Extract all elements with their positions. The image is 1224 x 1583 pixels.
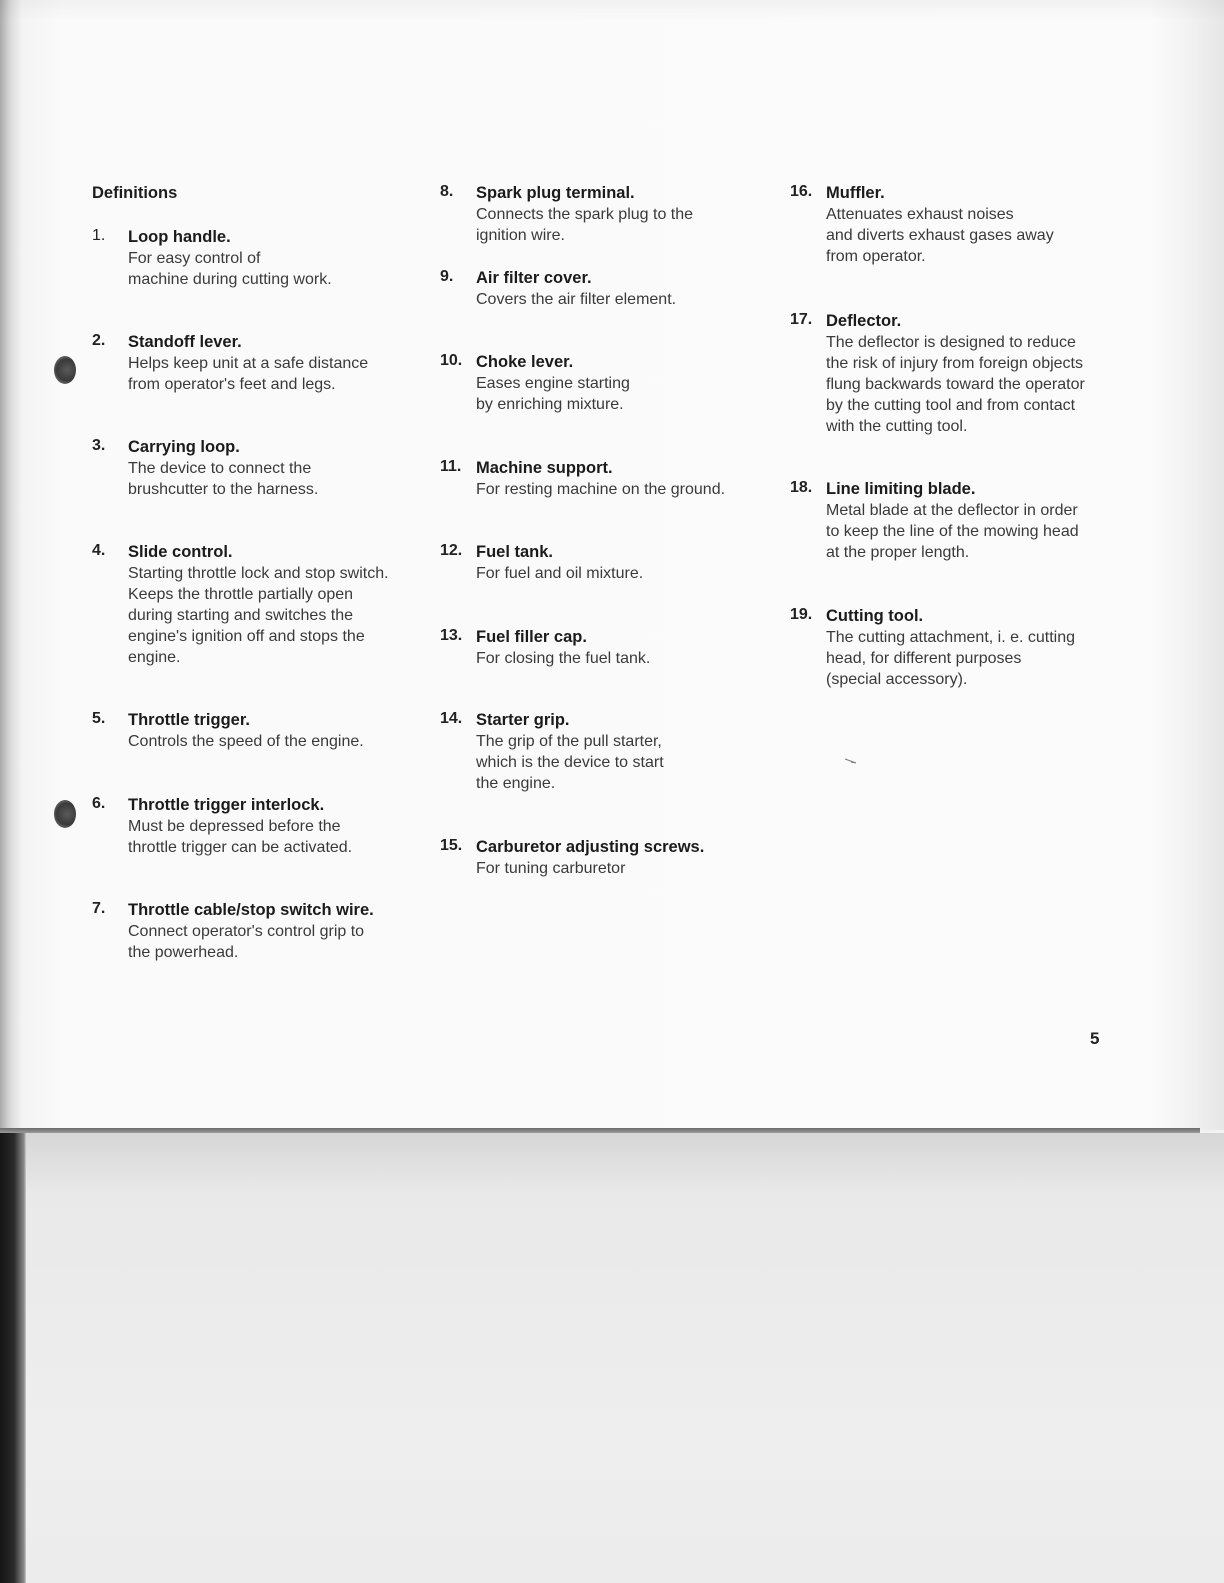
item-description: The device to connect the brushcutter to the harness. bbox=[128, 460, 319, 498]
item-title: Line limiting blade. bbox=[826, 480, 976, 498]
item-description: The deflector is designed to reduce the risk of injury from foreign objects flung backwards toward the operator by the cutting tool and from contact with the cutting tool. bbox=[826, 334, 1085, 435]
item-number: 16. bbox=[790, 183, 813, 200]
item-description: For closing the fuel tank. bbox=[476, 650, 651, 667]
item-description: For easy control of machine during cutting work. bbox=[128, 250, 332, 288]
item-title: Carburetor adjusting screws. bbox=[476, 838, 705, 856]
item-number: 5. bbox=[92, 710, 106, 727]
item-number: 19. bbox=[790, 606, 813, 623]
item-description: For fuel and oil mixture. bbox=[476, 565, 644, 582]
item-description: For resting machine on the ground. bbox=[476, 481, 726, 498]
punch-hole-icon bbox=[54, 800, 76, 828]
item-title: Slide control. bbox=[128, 543, 233, 561]
item-description: Attenuates exhaust noises and diverts exhaust gases away from operator. bbox=[826, 206, 1054, 265]
item-title: Choke lever. bbox=[476, 353, 574, 371]
item-title: Starter grip. bbox=[476, 711, 570, 729]
item-description: Connect operator's control grip to the powerhead. bbox=[128, 923, 365, 961]
item-number: 17. bbox=[790, 311, 813, 328]
item-number: 6. bbox=[92, 795, 106, 812]
item-number: 15. bbox=[440, 837, 463, 854]
item-number: 13. bbox=[440, 627, 463, 644]
item-number: 1. bbox=[92, 227, 106, 244]
item-description: The grip of the pull starter, which is the device to start the engine. bbox=[476, 733, 664, 792]
item-title: Fuel filler cap. bbox=[476, 628, 587, 646]
item-number: 8. bbox=[440, 183, 454, 200]
item-title: Muffler. bbox=[826, 184, 885, 202]
item-title: Air filter cover. bbox=[476, 269, 592, 287]
item-title: Spark plug terminal. bbox=[476, 184, 635, 202]
item-description: Covers the air filter element. bbox=[476, 291, 677, 308]
item-description: Metal blade at the deflector in order to keep the line of the mowing head at the proper length. bbox=[826, 502, 1079, 561]
item-description: Controls the speed of the engine. bbox=[128, 733, 364, 750]
item-description: Helps keep unit at a safe distance from operator's feet and legs. bbox=[128, 355, 369, 393]
book-binding-strip bbox=[0, 1133, 26, 1583]
page-heading: Definitions bbox=[92, 184, 178, 202]
item-title: Cutting tool. bbox=[826, 607, 924, 625]
page-top-shadow bbox=[0, 0, 1224, 20]
item-number: 11. bbox=[440, 458, 462, 475]
item-title: Deflector. bbox=[826, 312, 902, 330]
item-title: Throttle trigger interlock. bbox=[128, 796, 325, 814]
item-title: Standoff lever. bbox=[128, 333, 242, 351]
item-title: Carrying loop. bbox=[128, 438, 240, 456]
item-description: For tuning carburetor bbox=[476, 860, 626, 877]
item-number: 4. bbox=[92, 542, 106, 559]
item-description: The cutting attachment, i. e. cutting head, for different purposes (special accessory). bbox=[826, 629, 1076, 688]
item-number: 12. bbox=[440, 542, 463, 559]
item-number: 14. bbox=[440, 710, 463, 727]
item-number: 3. bbox=[92, 437, 106, 454]
item-description: Starting throttle lock and stop switch. Keeps the throttle partially open during starting and switches the engine's ignition off and stops the engine. bbox=[128, 565, 389, 666]
item-description: Connects the spark plug to the ignition wire. bbox=[476, 206, 694, 244]
item-description: Eases engine starting by enriching mixture. bbox=[476, 375, 630, 413]
scanner-background bbox=[0, 1133, 1224, 1583]
stray-pen-mark-icon bbox=[844, 757, 858, 767]
item-title: Loop handle. bbox=[128, 228, 231, 246]
item-title: Machine support. bbox=[476, 459, 613, 477]
item-number: 2. bbox=[92, 332, 106, 349]
item-number: 7. bbox=[92, 900, 106, 917]
item-title: Throttle cable/stop switch wire. bbox=[128, 901, 374, 919]
punch-hole-icon bbox=[54, 356, 76, 384]
item-number: 18. bbox=[790, 479, 813, 496]
page-number: 5 bbox=[1090, 1029, 1100, 1048]
item-title: Throttle trigger. bbox=[128, 711, 250, 729]
item-number: 9. bbox=[440, 268, 454, 285]
item-title: Fuel tank. bbox=[476, 543, 554, 561]
item-number: 10. bbox=[440, 352, 463, 369]
item-description: Must be depressed before the throttle trigger can be activated. bbox=[128, 818, 353, 856]
